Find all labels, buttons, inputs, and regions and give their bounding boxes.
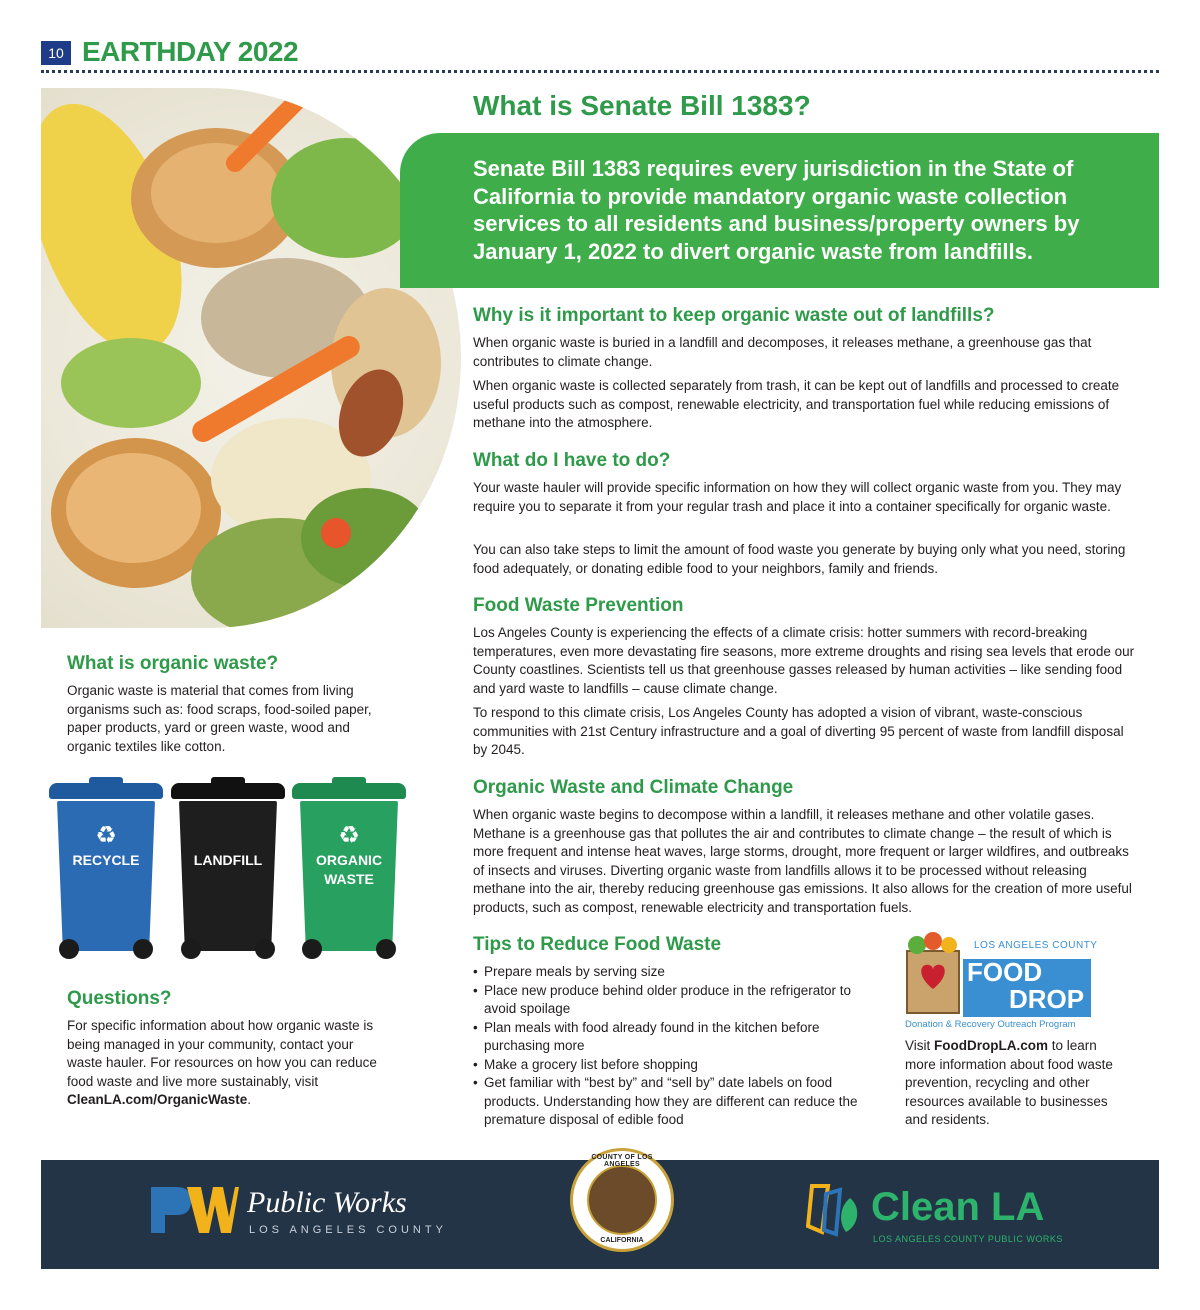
- tip-item: • Plan meals with food already found in the kitchen before purchasing more: [473, 1019, 871, 1056]
- clean-la-sub: LOS ANGELES COUNTY PUBLIC WORKS: [873, 1234, 1063, 1244]
- footer-bar: [41, 1154, 1159, 1269]
- organic-heading: What is organic waste?: [67, 653, 279, 674]
- food-drop-word1: FOOD: [967, 957, 1043, 987]
- todo-paragraph-1: Your waste hauler will provide specific information on how they will collect organic waste from you. They may require you to separate it from your regular trash and place it into a container specifically for organic waste.: [473, 480, 1122, 514]
- tips-list-container: [473, 963, 871, 1130]
- recycle-bin: [49, 783, 163, 961]
- masthead-word: EARTHDAY: [82, 36, 231, 67]
- todo-paragraph-2: You can also take steps to limit the amount of food waste you generate by buying only what you need, storing food adequately, or donating edible food to your neighbors, family and friends.: [473, 542, 1126, 576]
- masthead-year: 2022: [237, 36, 299, 67]
- climate-paragraph: When organic waste begins to decompose within a landfill, it releases methane and other volatile gases. Methane is a greenhouse gas that pollutes the air and contributes to climate change – the result of which is more frequent and intense heat waves, large storms, drought, more frequent or larger wildfires, and outbreaks of insects and viruses. Diverting organic waste from landfills allows it to be processed without releasing methane into the air, thereby reducing greenhouse gas emissions. It also allows for the creation of more useful products, such as compost, renewable electricity and transportation fuels.: [473, 807, 1132, 915]
- sb1383-banner: [400, 133, 1159, 288]
- masthead: [82, 36, 298, 68]
- tip-item: • Get familiar with “best by” and “sell by” date labels on food products. Understanding how they are different can reduce the premature disposal of edible food: [473, 1074, 871, 1130]
- clean-la-leaf-icon: [806, 1182, 866, 1238]
- recycle-bin-label: RECYCLE: [72, 852, 140, 868]
- food-drop-word2: DROP: [1009, 984, 1085, 1014]
- questions-heading: Questions?: [67, 988, 172, 1009]
- prevention-paragraph-1: Los Angeles County is experiencing the effects of a climate crisis: hotter summers with record-breaking temperatures, even more devastating fire seasons, more extreme droughts and rising sea levels that erode our County coastlines. Scientists tell us that greenhouse gasses released by human activities – like sending food and yard waste to landfills – cause climate change.: [473, 625, 1135, 696]
- food-drop-county: LOS ANGELES COUNTY: [974, 940, 1098, 951]
- public-works-name: Public Works: [247, 1186, 407, 1219]
- food-drop-rest: to learn more information about food waste prevention, recycling and other resources available to businesses and residents.: [905, 1038, 1113, 1127]
- questions-text: For specific information about how organic waste is being managed in your community, contact your waste hauler. For resources on how you can reduce food waste and live more sustainably, visit: [67, 1018, 377, 1089]
- landfill-bin-label: LANDFILL: [193, 852, 263, 868]
- food-drop-text: [905, 1037, 1125, 1130]
- tips-list: [473, 963, 871, 1130]
- banner-text: Senate Bill 1383 requires every jurisdiction in the State of California to provide mandatory organic waste collection services to all residents and business/property owners by January 1, 2022 to divert organic waste from landfills.: [473, 156, 1080, 264]
- questions-paragraph: [67, 1017, 392, 1110]
- county-seal: [570, 1148, 674, 1252]
- food-drop-logo: [905, 931, 1098, 1031]
- climate-heading: Organic Waste and Climate Change: [473, 777, 794, 798]
- organic-bin: [292, 783, 406, 961]
- public-works-pw-icon: [151, 1187, 239, 1235]
- todo-heading: What do I have to do?: [473, 450, 671, 471]
- cleanla-organic-link[interactable]: CleanLA.com/OrganicWaste: [67, 1092, 248, 1107]
- prevention-heading: Food Waste Prevention: [473, 595, 684, 616]
- tips-heading: Tips to Reduce Food Waste: [473, 934, 722, 955]
- tip-item: • Place new produce behind older produce in the refrigerator to avoid spoilage: [473, 982, 871, 1019]
- why-heading: Why is it important to keep organic waste out of landfills?: [473, 305, 995, 326]
- tip-item: • Prepare meals by serving size: [473, 963, 871, 982]
- prevention-paragraph-2: To respond to this climate crisis, Los Angeles County has adopted a vision of vibrant, waste-conscious communities with 21st Century infrastructure and a goal of diverting 95 percent of waste from landfill disposal by 2045.: [473, 705, 1124, 757]
- seal-emblem-icon: [587, 1165, 657, 1235]
- why-paragraph-1: When organic waste is buried in a landfill and decomposes, it releases methane, a greenhouse gas that contributes to climate change.: [473, 335, 1092, 369]
- food-drop-link[interactable]: FoodDropLA.com: [934, 1038, 1049, 1053]
- page-number: 10: [41, 41, 71, 65]
- food-drop-visit: Visit: [905, 1038, 935, 1053]
- landfill-bin: [171, 783, 285, 961]
- recycle-icon: ♻: [95, 822, 117, 849]
- food-waste-photo: [41, 88, 461, 628]
- organic-paragraph: Organic waste is material that comes from living organisms such as: food scraps, food-soiled paper, paper products, yard or green waste, wood and organic textiles like cotton.: [67, 683, 372, 754]
- tip-item: • Make a grocery list before shopping: [473, 1056, 871, 1075]
- dotted-divider: [41, 70, 1159, 73]
- clean-la-name: Clean LA: [871, 1185, 1045, 1229]
- seal-bottom-text: CALIFORNIA: [600, 1237, 644, 1244]
- page-title: What is Senate Bill 1383?: [473, 90, 811, 121]
- questions-end: .: [247, 1092, 252, 1107]
- recycle-icon: ♻: [338, 822, 360, 849]
- seal-top-text: COUNTY OF LOS ANGELES: [591, 1154, 653, 1168]
- why-paragraph-2: When organic waste is collected separately from trash, it can be kept out of landfills and processed to create useful products such as compost, renewable electricity, and transportation fuel while reducing emissions of methane into the atmosphere.: [473, 378, 1120, 430]
- organic-bin-label: ORGANIC WASTE: [315, 852, 383, 887]
- food-drop-tagline: Donation & Recovery Outreach Program: [905, 1019, 1076, 1030]
- public-works-sub: LOS ANGELES COUNTY: [249, 1224, 447, 1236]
